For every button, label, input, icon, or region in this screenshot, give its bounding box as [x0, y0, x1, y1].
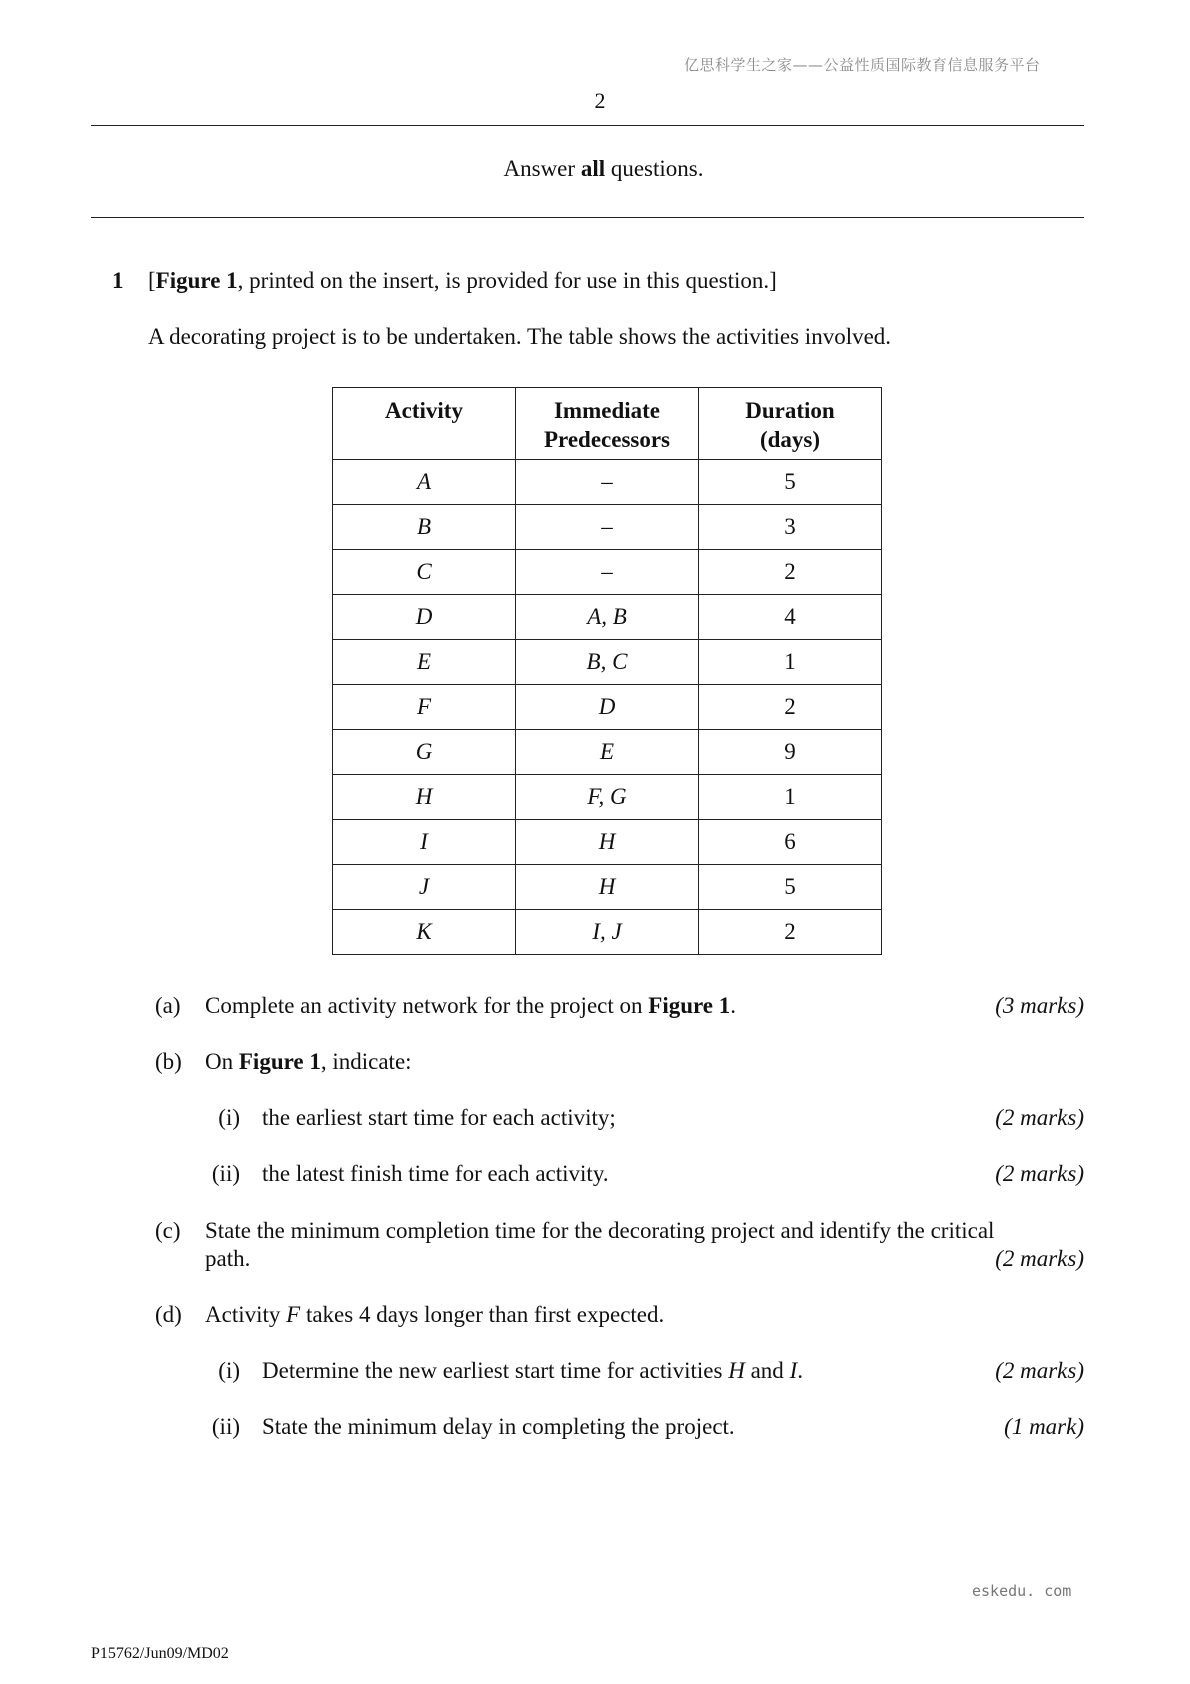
cell-activity: A: [333, 460, 516, 505]
cell-duration: 1: [699, 640, 882, 685]
part-c-marks: (2 marks): [995, 1246, 1084, 1271]
part-b-i-text: the earliest start time for each activity;: [262, 1105, 616, 1130]
cell-duration: 5: [699, 460, 882, 505]
cell-activity: H: [333, 775, 516, 820]
table-row: [333, 595, 882, 640]
cell-predecessors: F, G: [516, 775, 699, 820]
cell-duration: 2: [699, 550, 882, 595]
part-d-ii-label: (ii): [211, 1414, 240, 1439]
part-c-text-line2: path.: [205, 1246, 251, 1271]
cell-predecessors: H: [516, 865, 699, 910]
cell-activity: E: [333, 640, 516, 685]
cell-predecessors: –: [516, 505, 699, 550]
footer-code: P15762/Jun09/MD02: [91, 1645, 229, 1662]
part-b-label: (b): [155, 1049, 182, 1074]
part-b-text: On Figure 1, indicate:: [205, 1049, 412, 1074]
table-row: [333, 865, 882, 910]
cell-activity: C: [333, 550, 516, 595]
part-b-i-label: (i): [218, 1105, 240, 1130]
instructions: Answer all questions.: [503, 156, 704, 181]
header-duration: Duration (days): [699, 388, 882, 460]
cell-predecessors: D: [516, 685, 699, 730]
question-number: 1: [112, 268, 124, 293]
cell-predecessors: I, J: [516, 910, 699, 955]
part-b-i-marks: (2 marks): [995, 1105, 1084, 1130]
table-row: [333, 730, 882, 775]
part-b-ii-marks: (2 marks): [995, 1161, 1084, 1186]
table-header-row: [333, 388, 882, 460]
table-row: [333, 550, 882, 595]
cell-predecessors: A, B: [516, 595, 699, 640]
cell-duration: 6: [699, 820, 882, 865]
part-b-ii-label: (ii): [211, 1161, 240, 1186]
page-number: 2: [594, 88, 606, 113]
top-rule: [91, 125, 1084, 126]
cell-predecessors: –: [516, 460, 699, 505]
part-a-text: Complete an activity network for the project on Figure 1.: [205, 993, 736, 1018]
cell-predecessors: E: [516, 730, 699, 775]
cell-predecessors: H: [516, 820, 699, 865]
table-row: [333, 505, 882, 550]
table-row: [333, 685, 882, 730]
part-a-marks: (3 marks): [995, 993, 1084, 1018]
part-d-i-label: (i): [218, 1358, 240, 1383]
table-row: [333, 775, 882, 820]
question-intro: [Figure 1, printed on the insert, is provided for use in this question.]: [148, 268, 777, 293]
instructions-bottom-rule: [91, 217, 1084, 218]
cell-activity: J: [333, 865, 516, 910]
cell-activity: I: [333, 820, 516, 865]
cell-duration: 4: [699, 595, 882, 640]
part-a-label: (a): [155, 993, 181, 1018]
part-d-ii-marks: (1 mark): [1004, 1414, 1084, 1439]
header-predecessors: Immediate Predecessors: [516, 388, 699, 460]
table-row: [333, 460, 882, 505]
part-d-i-text: Determine the new earliest start time for activities H and I.: [262, 1358, 803, 1383]
cell-activity: F: [333, 685, 516, 730]
footer-site: eskedu. com: [972, 1582, 1072, 1600]
question-lead: A decorating project is to be undertaken. The table shows the activities involved.: [148, 324, 892, 349]
table-row: [333, 910, 882, 955]
table-row: [333, 640, 882, 685]
cell-duration: 1: [699, 775, 882, 820]
part-d-label: (d): [155, 1302, 182, 1327]
cell-duration: 3: [699, 505, 882, 550]
cell-duration: 2: [699, 685, 882, 730]
watermark-text: 亿思科学生之家——公益性质国际教育信息服务平台: [684, 56, 1041, 74]
part-c-label: (c): [155, 1218, 181, 1243]
cell-duration: 5: [699, 865, 882, 910]
table-row: [333, 820, 882, 865]
part-d-ii-text: State the minimum delay in completing the project.: [262, 1414, 735, 1439]
cell-predecessors: B, C: [516, 640, 699, 685]
cell-activity: D: [333, 595, 516, 640]
header-activity: Activity: [333, 388, 516, 460]
cell-activity: G: [333, 730, 516, 775]
activity-table: [332, 387, 882, 955]
part-d-text: Activity F takes 4 days longer than first expected.: [205, 1302, 665, 1327]
cell-activity: B: [333, 505, 516, 550]
part-b-ii-text: the latest finish time for each activity.: [262, 1161, 609, 1186]
cell-duration: 9: [699, 730, 882, 775]
part-c-text-line1: State the minimum completion time for the decorating project and identify the critical: [205, 1218, 995, 1243]
cell-activity: K: [333, 910, 516, 955]
part-d-i-marks: (2 marks): [995, 1358, 1084, 1383]
cell-predecessors: –: [516, 550, 699, 595]
cell-duration: 2: [699, 910, 882, 955]
